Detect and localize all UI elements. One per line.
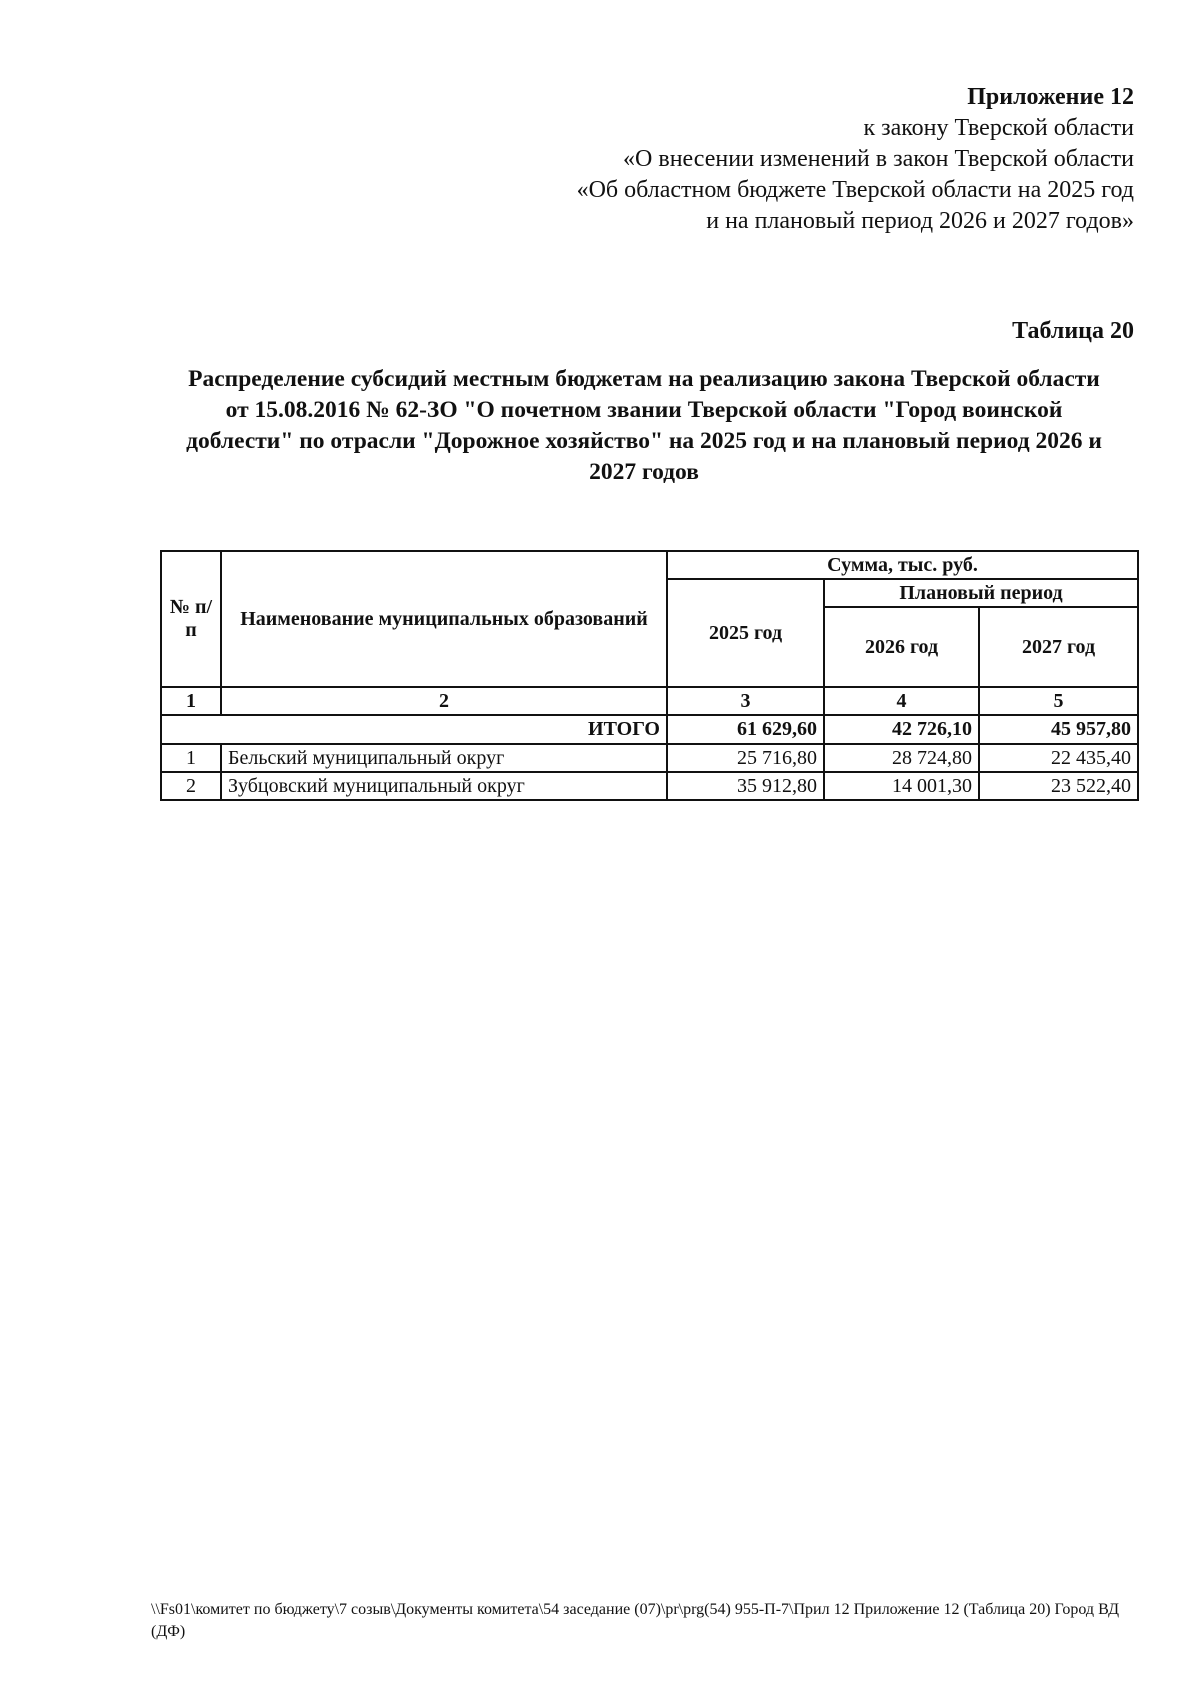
total-row (161, 715, 1138, 744)
amount-2027: 23 522,40 (979, 772, 1138, 800)
column-index-row (161, 687, 1138, 715)
amount-2026: 28 724,80 (824, 744, 979, 772)
document-title-line: доблести" по отрасли "Дорожное хозяйство" на 2025 год и на плановый период 2026 и (186, 428, 1102, 454)
total-2026: 42 726,10 (824, 715, 979, 744)
row-number: 1 (161, 744, 221, 772)
document-title-line: 2027 годов (589, 459, 699, 485)
municipality-name: Зубцовский муниципальный округ (221, 772, 667, 800)
amount-2026: 14 001,30 (824, 772, 979, 800)
header-name: Наименование муниципальных образований (221, 551, 667, 687)
total-label: ИТОГО (161, 715, 667, 744)
appendix-line: «Об областном бюджете Тверской области на 2025 год (576, 177, 1134, 203)
table-row (161, 772, 1138, 800)
file-path-footer: \\Fs01\комитет по бюджету\7 созыв\Документы комитета\54 заседание (07)\pr\prg(54) 955-П-7\Прил 12 Приложение 12 (Таблица 20) Город ВД (ДФ) (151, 1601, 1120, 1640)
amount-2025: 35 912,80 (667, 772, 824, 800)
column-index: 4 (824, 687, 979, 715)
amount-2025: 25 716,80 (667, 744, 824, 772)
table-row (161, 744, 1138, 772)
document-title-line: Распределение субсидий местным бюджетам на реализацию закона Тверской области (188, 366, 1100, 392)
appendix-title: Приложение 12 (967, 84, 1134, 110)
document-title (160, 364, 1128, 488)
header-year-2026: 2026 год (824, 607, 979, 687)
column-index: 3 (667, 687, 824, 715)
total-2027: 45 957,80 (979, 715, 1138, 744)
header-number: № п/п (161, 551, 221, 687)
municipality-name: Бельский муниципальный округ (221, 744, 667, 772)
row-number: 2 (161, 772, 221, 800)
header-year-2027: 2027 год (979, 607, 1138, 687)
column-index: 5 (979, 687, 1138, 715)
header-sum: Сумма, тыс. руб. (667, 551, 1138, 579)
table-number: Таблица 20 (1012, 318, 1134, 344)
header-year-2025: 2025 год (667, 579, 824, 687)
document-title-line: от 15.08.2016 № 62-ЗО "О почетном звании Тверской области "Город воинской (225, 397, 1063, 423)
appendix-line: и на плановый период 2026 и 2027 годов» (706, 208, 1134, 234)
appendix-header (577, 82, 1134, 237)
amount-2027: 22 435,40 (979, 744, 1138, 772)
appendix-line: к закону Тверской области (863, 115, 1134, 141)
total-2025: 61 629,60 (667, 715, 824, 744)
column-index: 2 (221, 687, 667, 715)
header-plan-period: Плановый период (824, 579, 1138, 607)
column-index: 1 (161, 687, 221, 715)
appendix-line: «О внесении изменений в закон Тверской области (623, 146, 1134, 172)
subsidy-table (160, 550, 1139, 801)
